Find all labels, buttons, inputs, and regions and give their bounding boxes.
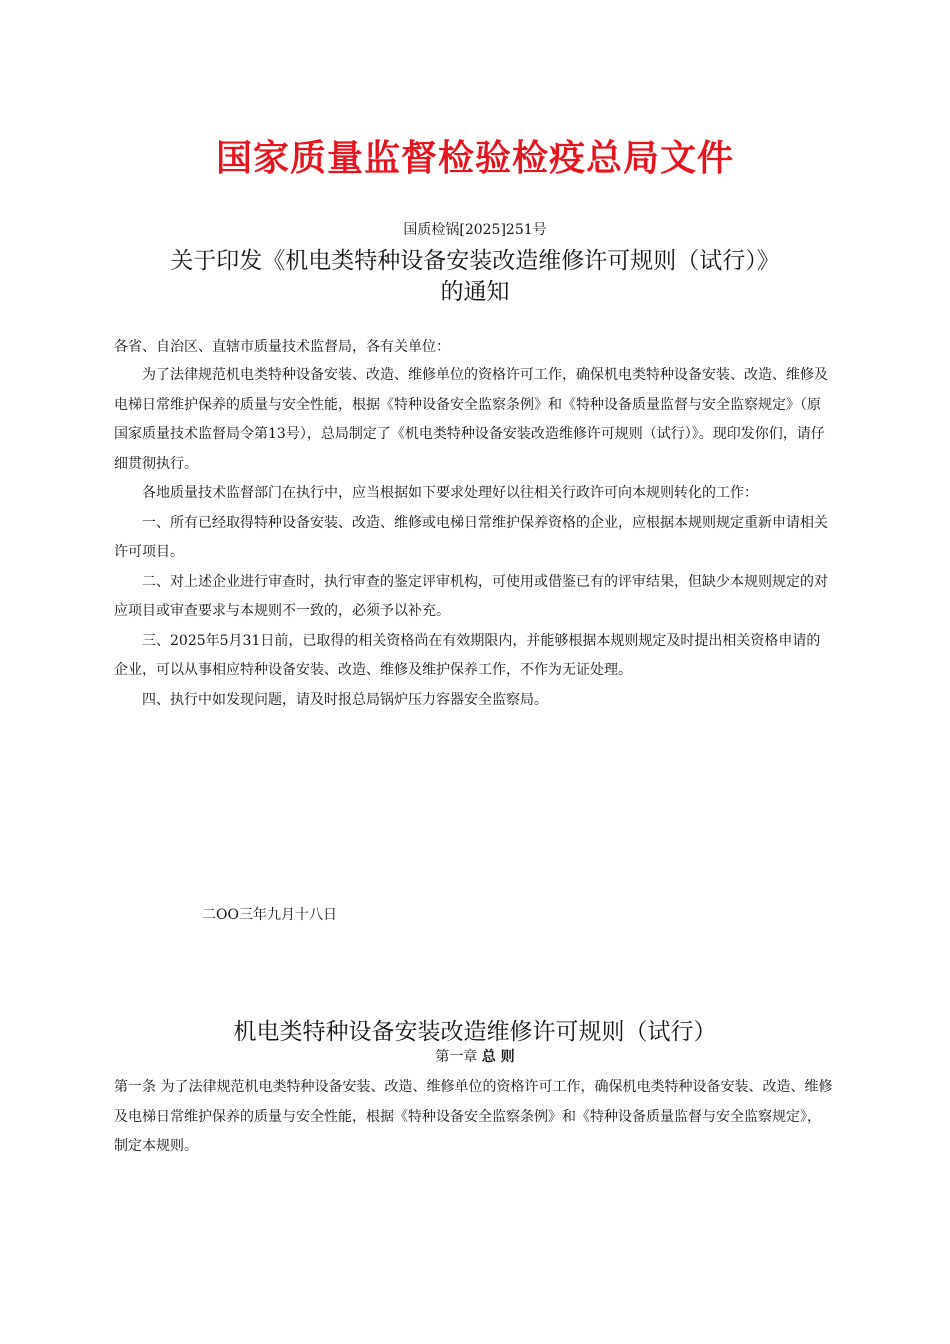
issue-date: 二OO三年九月十八日 — [202, 907, 337, 923]
paragraph: 二、对上述企业进行审查时，执行审查的鉴定评审机构，可使用或借鉴已有的评审结果，但缺少本规则规定的对应项目或审查要求与本规则不一致的，必须予以补充。 — [114, 573, 828, 619]
article-1: 第一条 为了法律规范机电类特种设备安装、改造、维修单位的资格许可工作，确保机电类特种设备安装、改造、维修及电梯日常维护保养的质量与安全性能，根据《特种设备安全监察条例》和《特种设备质量监督与安全监察规定》，制定本规则。 — [114, 1079, 833, 1154]
issuer-title: 国家质量监督检验检疫总局文件 — [215, 138, 734, 179]
chapter-name: 总 则 — [481, 1049, 515, 1065]
paragraph: 三、2025年5月31日前，已取得的相关资格尚在有效期限内，并能够根据本规则规定及时提出相关资格申请的企业，可以从事相应特种设备安装、改造、维修及维护保养工作，不作为无证处理。 — [114, 632, 821, 678]
paragraph: 一、所有已经取得特种设备安装、改造、维修或电梯日常维护保养资格的企业，应根据本规则规定重新申请相关许可项目。 — [114, 514, 828, 560]
salutation: 各省、自治区、直辖市质量技术监督局，各有关单位： — [114, 339, 450, 355]
paragraph: 四、执行中如发现问题，请及时报总局锅炉压力容器安全监察局。 — [142, 691, 548, 708]
notice-title-line1: 关于印发《机电类特种设备安装改造维修许可规则（试行）》 — [170, 248, 780, 274]
notice-title-line2: 的通知 — [440, 279, 510, 305]
notice-title — [0, 246, 950, 308]
paragraph: 为了法律规范机电类特种设备安装、改造、维修单位的资格许可工作，确保机电类特种设备安装、改造、维修及电梯日常维护保养的质量与安全性能，根据《特种设备安全监察条例》和《特种设备质量监督与安全监察规定》（原国家质量技术监督局令第13号），总局制定了《机电类特种设备安装改造维修许可规则（试行）》。现印发你们，请仔细贯彻执行。 — [114, 367, 828, 472]
notice-body — [114, 361, 834, 715]
rules-title: 机电类特种设备安装改造维修许可规则（试行） — [233, 1019, 717, 1045]
chapter-heading — [0, 1046, 950, 1066]
paragraph: 各地质量技术监督部门在执行中，应当根据如下要求处理好以往相关行政许可向本规则转化的工作： — [142, 485, 758, 501]
document-number: 国质检锅[2025]251号 — [403, 222, 547, 238]
chapter-number: 第一章 — [435, 1049, 482, 1065]
